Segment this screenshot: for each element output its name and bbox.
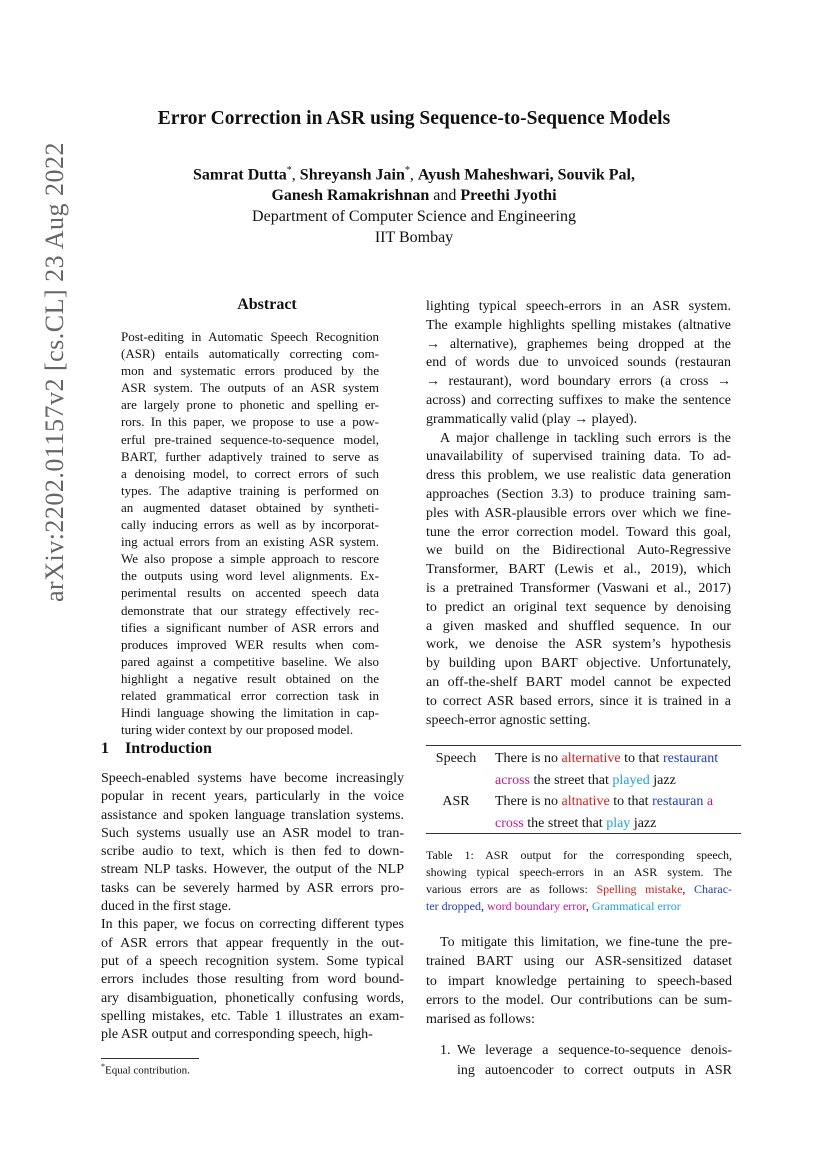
text-line: ary disambiguation, phonetically confusing words, <box>101 990 404 1006</box>
author-name: Samrat Dutta <box>193 166 287 184</box>
text-line: The example highlights spelling mistakes (altnative <box>426 317 731 333</box>
text-line: end of words due to unvoiced sounds (restauran <box>426 355 731 371</box>
list-item <box>440 1041 732 1080</box>
text-line: → restaurant), word boundary errors (a cross → <box>426 374 731 390</box>
text-line: ples with ASR-plausible errors over which we fine- <box>426 505 731 521</box>
text-line: To mitigate this limitation, we fine-tune the pre- <box>440 935 732 950</box>
text-line: duced in the first stage. <box>101 899 232 915</box>
caption-line: various errors are as follows: Spelling mistake, Charac- <box>426 882 733 896</box>
legend-boundary: word boundary error <box>486 899 586 913</box>
caption-line: Table 1: ASR output for the corresponding speech, <box>426 848 732 862</box>
text-line: produces improved WER results when com- <box>121 636 379 652</box>
text-line: ple ASR output and corresponding speech, high- <box>101 1027 373 1043</box>
footnote-text: Equal contribution. <box>105 1064 190 1077</box>
table-row-text <box>495 791 739 834</box>
author-name: Shreyansh Jain <box>299 166 405 184</box>
text-line: → alternative), graphemes being dropped at the <box>426 336 731 352</box>
table-row-text <box>495 748 739 791</box>
text-line: tune the error correction model. Toward this goal, <box>426 524 731 540</box>
text-line: to impart knowledge pertaining to speech-based <box>426 973 732 989</box>
text-line: popular in recent years, particularly in the voice <box>101 789 404 805</box>
list-item-line: We leverage a sequence-to-sequence denois- <box>457 1043 732 1058</box>
author-and: and <box>433 187 457 205</box>
text-line: are largely prone to phonetic and spelling er- <box>121 397 379 413</box>
text-line: put of a speech recognition system. Some typical <box>101 953 404 969</box>
author-block <box>0 160 828 248</box>
text-line: assistance and spoken language translation systems. <box>101 807 404 823</box>
text-line: demonstrate that our strategy effectively rec- <box>121 602 379 618</box>
text-line: perimental results on accented speech data <box>121 585 379 601</box>
text-line: an off-the-shelf BART model cannot be expected <box>426 674 731 690</box>
text-line: unavailability of supervised training data. To ad- <box>426 449 731 465</box>
affiliation: Department of Computer Science and Engineering <box>252 208 576 226</box>
text-line: (ASR) entails automatically correcting com- <box>121 346 379 362</box>
row-text: jazz <box>649 772 676 788</box>
text-line: of ASR errors that appear frequently in the out- <box>101 935 404 951</box>
row-text: the street that <box>530 772 613 788</box>
intro-body <box>101 770 404 1044</box>
text-line: ing actual errors from an existing ASR system. <box>121 534 379 550</box>
error-highlight: restaurant <box>662 751 719 766</box>
authors-line-1: Samrat Dutta*, Shreyansh Jain*, Ayush Maheshwari, Souvik Pal, <box>193 165 635 184</box>
text-line: cally inducing errors as well as by incorporat- <box>121 517 379 533</box>
contribution-list <box>440 1041 732 1080</box>
row-text: There is no <box>495 751 562 766</box>
text-line: highlight a negative result obtained on the <box>121 670 379 686</box>
error-highlight: play <box>606 815 631 831</box>
caption-line: showing typical speech-errors in an ASR system. The <box>426 865 732 879</box>
text-line: mon and systematic errors produced by the <box>121 363 379 379</box>
text-line: Transformer, BART (Lewis et al., 2019), which <box>426 562 731 578</box>
text-line: across) and correcting suffixes to make the sentence <box>426 392 731 408</box>
legend-char-b: ter dropped <box>426 899 481 913</box>
row-text: the street that <box>523 815 607 831</box>
text-line: Post-editing in Automatic Speech Recognition <box>121 329 379 344</box>
mitigation-paragraph <box>426 933 732 1029</box>
text-line: BART, further adaptively trained to serve as <box>121 448 379 464</box>
text-line: to predict an original text sequence by denoising <box>426 599 731 615</box>
text-line: an augmented dataset obtained by syntheti- <box>121 499 379 515</box>
text-line: trained BART using our ASR-sensitized dataset <box>426 954 732 970</box>
table-row-label: ASR <box>442 794 470 809</box>
text-line: erful pre-trained sequence-to-sequence model, <box>121 431 379 447</box>
table-bottom-rule <box>426 833 741 834</box>
text-line: tasks can be severely harmed by ASR errors pro- <box>101 880 404 896</box>
paper-title: Error Correction in ASR using Sequence-to-Sequence Models <box>157 108 671 129</box>
text-line: is a pretrained Transformer (Vaswani et al., 2017) <box>426 580 731 596</box>
text-line: We also propose a simple approach to rescore <box>121 551 379 567</box>
error-highlight: restauran <box>652 794 704 809</box>
text-line: a given masked and shuffled sequence. In our <box>426 618 731 634</box>
arxiv-stamp: arXiv:2202.01157v2 [cs.CL] 23 Aug 2022 <box>40 142 69 602</box>
right-column-text <box>426 298 731 730</box>
text-line: pared against a competitive baseline. We also <box>121 653 379 669</box>
text-line: grammatically valid (play → played). <box>426 411 638 427</box>
text-line: types. The adaptive training is performed on <box>121 482 379 498</box>
text-line: Speech-enabled systems have become increasingly <box>101 771 404 786</box>
footnote-mark: * <box>101 1062 105 1071</box>
list-item-line: ing autoencoder to correct outputs in ASR <box>457 1062 732 1078</box>
text-line: spelling mistakes, etc. Table 1 illustrates an exam- <box>101 1008 404 1024</box>
institution: IIT Bombay <box>374 229 454 247</box>
text-line: errors to the model. Our contributions can be sum- <box>426 992 732 1008</box>
text-line: speech-error agnostic setting. <box>426 712 591 728</box>
footnote <box>101 1062 190 1077</box>
section-number: 1 <box>101 740 109 757</box>
error-highlight: alternative <box>561 751 621 766</box>
section-heading <box>101 740 212 758</box>
error-highlight: a <box>703 794 714 809</box>
text-line: work, we denoise the ASR system’s hypothesis <box>426 637 731 653</box>
table-row-label: Speech <box>435 751 477 766</box>
row-text: to that <box>620 751 663 766</box>
author-name: Preethi Jyothi <box>460 187 557 205</box>
row-text: jazz <box>630 815 657 831</box>
equal-contribution-mark: * <box>404 165 410 176</box>
text-line: A major challenge in tackling such errors is the <box>440 430 731 446</box>
abstract-body <box>121 328 379 738</box>
authors-line-2 <box>0 185 828 206</box>
text-line: In this paper, we focus on correcting different types <box>101 917 404 933</box>
text-line: by building upon BART objective. Unfortunately, <box>426 656 731 672</box>
row-text: There is no <box>495 794 562 809</box>
error-highlight: cross <box>495 815 524 831</box>
text-line: errors includes those resulting from word bound- <box>101 972 404 988</box>
error-highlight: across <box>495 772 530 788</box>
caption-line: ter dropped, word boundary error, Grammatical error <box>426 899 681 913</box>
section-title: Introduction <box>125 740 212 757</box>
table-top-rule <box>426 745 741 746</box>
text-line: rors. In this paper, we propose to use a pow- <box>121 414 379 430</box>
text-line: marised as follows: <box>426 1012 535 1028</box>
legend-spelling: Spelling mistake <box>596 882 683 896</box>
text-line: approaches (Section 3.3) to produce training sam- <box>426 486 731 502</box>
text-line: Such systems usually use an ASR model to tran- <box>101 825 404 841</box>
text-line: tifies a significant number of ASR errors and <box>121 619 379 635</box>
text-line: a denoising model, to correct errors of such <box>121 465 379 481</box>
author-name: Ganesh Ramakrishnan <box>271 187 430 205</box>
author-name: Ayush Maheshwari, Souvik Pal, <box>417 166 635 184</box>
text-line: dress this problem, we use realistic data generation <box>426 468 731 484</box>
footnote-rule <box>101 1058 199 1059</box>
text-line: scribe audio to text, which is then fed to down- <box>101 844 404 860</box>
text-line: ASR system. The outputs of an ASR system <box>121 380 379 396</box>
row-text: to that <box>609 794 653 809</box>
text-line: turing wider context by our proposed model. <box>121 722 354 738</box>
legend-char-a: Charac- <box>694 882 733 896</box>
text-line: lighting typical speech-errors in an ASR system. <box>426 299 731 314</box>
abstract-heading: Abstract <box>237 296 297 313</box>
text-line: Hindi language showing the limitation in cap- <box>121 705 379 721</box>
table-caption <box>426 847 732 915</box>
text-line: we build on the Bidirectional Auto-Regressive <box>426 543 731 559</box>
text-line: stream NLP tasks. However, the output of the NLP <box>101 862 404 878</box>
equal-contribution-mark: * <box>286 165 292 176</box>
list-item-number: 1. <box>440 1043 451 1058</box>
text-line: to correct ASR based errors, since it is trained in a <box>426 693 731 709</box>
error-highlight: altnative <box>561 794 610 809</box>
legend-grammar: Grammatical error <box>591 899 681 913</box>
text-line: the outputs using word level alignments. Ex- <box>121 568 379 584</box>
error-highlight: played <box>612 772 650 788</box>
text-line: related grammatical error correction task in <box>121 687 379 703</box>
